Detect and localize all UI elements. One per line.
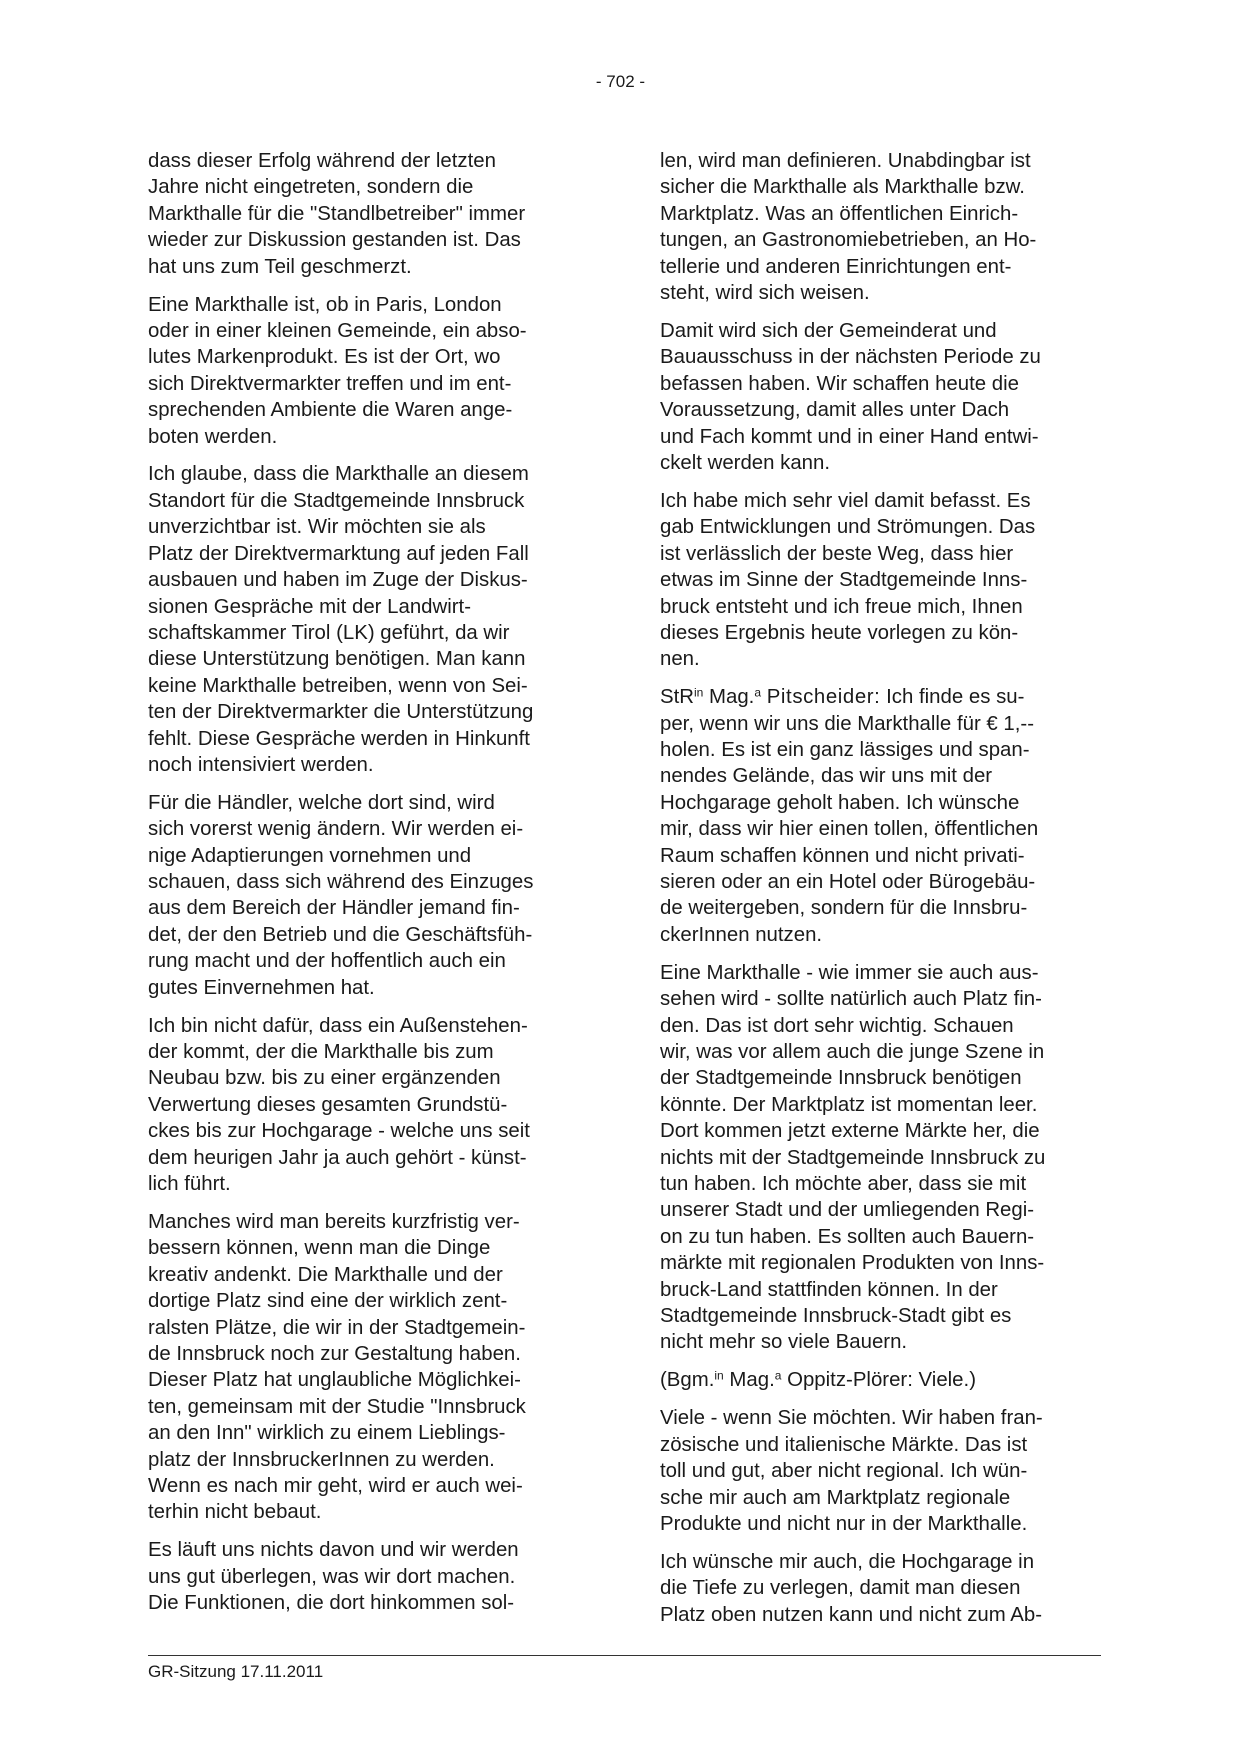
text-line: nen.: [660, 648, 700, 671]
text-line: Platz der Direktvermarktung auf jeden Fall: [148, 542, 529, 565]
text-line: Hochgarage geholt haben. Ich wünsche: [660, 791, 1020, 814]
text-line: steht, wird sich weisen.: [660, 282, 870, 305]
text-line: rung macht und der hoffentlich auch ein: [148, 950, 506, 973]
paragraph: [660, 960, 1100, 1356]
paragraph: [148, 292, 588, 450]
text-line: tungen, an Gastronomiebetrieben, an Ho-: [660, 229, 1037, 252]
text-line: nichts mit der Stadtgemeinde Innsbruck zu: [660, 1146, 1046, 1169]
text-line: sehen wird - sollte natürlich auch Platz fin-: [660, 988, 1042, 1011]
paragraph: [660, 1549, 1100, 1628]
speaker-degree-suffix: a: [754, 685, 762, 700]
text-line: platz der InnsbruckerInnen zu werden.: [148, 1448, 495, 1471]
interjection-title-suffix: in: [714, 1368, 724, 1383]
interjection-degree-suffix: a: [774, 1368, 782, 1383]
text-line: den. Das ist dort sehr wichtig. Schauen: [660, 1014, 1014, 1037]
text-line: Jahre nicht eingetreten, sondern die: [148, 176, 474, 199]
text-line: bruck entsteht und ich freue mich, Ihnen: [660, 595, 1023, 618]
text-line: noch intensiviert werden.: [148, 753, 374, 776]
paragraph: [148, 1209, 588, 1526]
text-line: on zu tun haben. Es sollten auch Bauern-: [660, 1225, 1035, 1248]
text-line: de weitergeben, sondern für die Innsbru-: [660, 897, 1028, 920]
interjection-title: (Bgm.: [660, 1369, 715, 1392]
paragraph: [660, 318, 1100, 476]
text-line: sich Direktvermarkter treffen und im ent-: [148, 372, 512, 395]
text-line: bruck-Land stattfinden können. In der: [660, 1278, 998, 1301]
text-line: ten der Direktvermarkter die Unterstützung: [148, 701, 534, 724]
text-line: Ich glaube, dass die Markthalle an diesem: [148, 463, 529, 486]
text-line: Dort kommen jetzt externe Märkte her, die: [660, 1120, 1040, 1143]
text-line: sionen Gespräche mit der Landwirt-: [148, 595, 472, 618]
text-line: hat uns zum Teil geschmerzt.: [148, 255, 412, 278]
text-line: holen. Es ist ein ganz lässiges und span-: [660, 739, 1030, 762]
text-line: Dieser Platz hat unglaubliche Möglichkei-: [148, 1369, 521, 1392]
text-line: Ich bin nicht dafür, dass ein Außenstehen-: [148, 1014, 528, 1037]
text-line: Für die Händler, welche dort sind, wird: [148, 791, 495, 814]
text-line: befassen haben. Wir schaffen heute die: [660, 372, 1019, 395]
text-line: der Stadtgemeinde Innsbruck benötigen: [660, 1067, 1022, 1090]
text-line: len, wird man definieren. Unabdingbar ist: [660, 150, 1031, 172]
text-line: dem heurigen Jahr ja auch gehört - künst-: [148, 1146, 527, 1169]
text-line: nicht mehr so viele Bauern.: [660, 1331, 908, 1354]
text-line: Platz oben nutzen kann und nicht zum Ab-: [660, 1603, 1043, 1626]
text-fragment: Ich finde es su-: [886, 686, 1025, 709]
text-line: sprechenden Ambiente die Waren ange-: [148, 399, 513, 422]
text-line: Eine Markthalle - wie immer sie auch aus-: [660, 961, 1039, 984]
text-line: toll und gut, aber nicht regional. Ich wün-: [660, 1460, 1028, 1483]
text-line: det, der den Betrieb und die Geschäftsfüh-: [148, 923, 533, 946]
text-line: kreativ andenkt. Die Markthalle und der: [148, 1263, 503, 1286]
text-line: boten werden.: [148, 425, 278, 448]
text-line: Produkte und nicht nur in der Markthalle.: [660, 1512, 1028, 1535]
text-line: diese Unterstützung benötigen. Man kann: [148, 648, 526, 671]
text-line: sche mir auch am Marktplatz regionale: [660, 1486, 1011, 1509]
speaker-name: Pitscheider:: [766, 686, 881, 709]
text-line: nendes Gelände, das wir uns mit der: [660, 765, 993, 788]
text-line: uns gut überlegen, was wir dort machen.: [148, 1565, 516, 1588]
text-line: ckes bis zur Hochgarage - welche uns seit: [148, 1120, 530, 1143]
text-line: gutes Einvernehmen hat.: [148, 976, 375, 999]
speaker-line: [660, 684, 1100, 710]
text-line: keine Markthalle betreiben, wenn von Sei-: [148, 674, 528, 697]
text-line: Verwertung dieses gesamten Grundstü-: [148, 1093, 508, 1116]
text-line: schauen, dass sich während des Einzuges: [148, 871, 534, 894]
text-line: Markthalle für die "Standlbetreiber" immer: [148, 202, 526, 225]
paragraph: [148, 1013, 588, 1198]
text-line: dieses Ergebnis heute vorlegen zu kön-: [660, 621, 1019, 644]
text-line: Wenn es nach mir geht, wird er auch wei-: [148, 1475, 523, 1497]
text-line: und Fach kommt und in einer Hand entwi-: [660, 425, 1039, 448]
text-line: ten, gemeinsam mit der Studie "Innsbruck: [148, 1395, 526, 1418]
text-line: Neubau bzw. bis zu einer ergänzenden: [148, 1067, 501, 1090]
text-line: gab Entwicklungen und Strömungen. Das: [660, 516, 1036, 539]
text-line: dass dieser Erfolg während der letzten: [148, 150, 496, 172]
text-line: Ich wünsche mir auch, die Hochgarage in: [660, 1550, 1035, 1573]
text-line: mir, dass wir hier einen tollen, öffentlichen: [660, 818, 1039, 841]
text-line: tellerie und anderen Einrichtungen ent-: [660, 255, 1012, 278]
text-line: lutes Markenprodukt. Es ist der Ort, wo: [148, 346, 501, 369]
text-line: an den Inn" wirklich zu einem Lieblings-: [148, 1422, 506, 1445]
speaker-degree: Mag.: [709, 686, 755, 709]
text-line: Viele - wenn Sie möchten. Wir haben fran-: [660, 1407, 1043, 1430]
text-line: sicher die Markthalle als Markthalle bzw.: [660, 176, 1025, 199]
text-line: ist verlässlich der beste Weg, dass hier: [660, 542, 1014, 565]
text-line: zösische und italienische Märkte. Das ist: [660, 1433, 1028, 1456]
interjection: [660, 1367, 1100, 1393]
right-column: [660, 148, 1100, 1640]
speaker-paragraph: [660, 684, 1100, 948]
text-line: Stadtgemeinde Innsbruck-Stadt gibt es: [660, 1305, 1012, 1328]
text-line: ckerInnen nutzen.: [660, 923, 823, 946]
text-line: ckelt werden kann.: [660, 451, 831, 474]
text-line: Damit wird sich der Gemeinderat und: [660, 319, 997, 342]
text-line: Standort für die Stadtgemeinde Innsbruck: [148, 489, 525, 512]
text-line: fehlt. Diese Gespräche werden in Hinkunft: [148, 727, 530, 750]
text-line: Bauausschuss in der nächsten Periode zu: [660, 346, 1041, 369]
text-line: oder in einer kleinen Gemeinde, ein abso-: [148, 319, 527, 342]
text-line: terhin nicht bebaut.: [148, 1501, 322, 1524]
footer-divider: [148, 1655, 1101, 1656]
paragraph: [148, 790, 588, 1001]
paragraph: [148, 148, 588, 280]
text-line: schaftskammer Tirol (LK) geführt, da wir: [148, 621, 510, 644]
text-line: de Innsbruck noch zur Gestaltung haben.: [148, 1342, 521, 1365]
text-line: sich vorerst wenig ändern. Wir werden ei-: [148, 818, 524, 841]
paragraph: [660, 148, 1100, 306]
text-line: Voraussetzung, damit alles unter Dach: [660, 399, 1010, 422]
text-line: Manches wird man bereits kurzfristig ver-: [148, 1210, 520, 1233]
text-line: märkte mit regionalen Produkten von Inns-: [660, 1252, 1045, 1275]
text-line: ralsten Plätze, die wir in der Stadtgemein-: [148, 1316, 526, 1339]
paragraph: [148, 1537, 588, 1616]
text-line: unverzichtbar ist. Wir möchten sie als: [148, 516, 486, 539]
text-line: sieren oder an ein Hotel oder Bürogebäu-: [660, 871, 1036, 894]
text-line: ausbauen und haben im Zuge der Diskus-: [148, 569, 528, 592]
page-number: - 702 -: [595, 72, 646, 91]
text-line: bessern können, wenn man die Dinge: [148, 1237, 491, 1260]
interjection-degree: Mag.: [729, 1369, 775, 1392]
interjection-text: Oppitz-Plörer: Viele.): [787, 1369, 976, 1392]
text-line: Eine Markthalle ist, ob in Paris, London: [148, 293, 502, 316]
text-line: tun haben. Ich möchte aber, dass sie mit: [660, 1173, 1027, 1196]
interjection-line: [660, 1367, 1100, 1393]
text-line: wieder zur Diskussion gestanden ist. Das: [148, 229, 521, 252]
text-line: der kommt, der die Markthalle bis zum: [148, 1041, 494, 1063]
text-line: Raum schaffen können und nicht privati-: [660, 844, 1025, 867]
text-line: Ich habe mich sehr viel damit befasst. Es: [660, 489, 1031, 512]
text-line: könnte. Der Marktplatz ist momentan leer.: [660, 1093, 1038, 1116]
paragraph: [660, 488, 1100, 673]
text-line: dortige Platz sind eine der wirklich zent-: [148, 1290, 508, 1313]
left-column: [148, 148, 588, 1628]
text-line: aus dem Bereich der Händler jemand fin-: [148, 897, 520, 920]
text-line: Es läuft uns nichts davon und wir werden: [148, 1539, 519, 1562]
text-line: per, wenn wir uns die Markthalle für € 1,--: [660, 712, 1034, 735]
text-line: nige Adaptierungen vornehmen und: [148, 844, 472, 867]
speaker-title-suffix: in: [694, 685, 704, 700]
text-line: etwas im Sinne der Stadtgemeinde Inns-: [660, 569, 1028, 592]
paragraph: [148, 461, 588, 778]
text-line: lich führt.: [148, 1173, 231, 1196]
text-line: unserer Stadt und der umliegenden Regi-: [660, 1199, 1035, 1222]
text-line: Marktplatz. Was an öffentlichen Einrich-: [660, 202, 1019, 225]
speaker-title: StR: [660, 686, 694, 709]
text-line: wir, was vor allem auch die junge Szene in: [660, 1041, 1045, 1063]
text-line: die Tiefe zu verlegen, damit man diesen: [660, 1577, 1021, 1600]
text-line: Die Funktionen, die dort hinkommen sol-: [148, 1592, 515, 1615]
paragraph: [660, 1405, 1100, 1537]
footer-session-label: GR-Sitzung 17.11.2011: [148, 1662, 324, 1681]
